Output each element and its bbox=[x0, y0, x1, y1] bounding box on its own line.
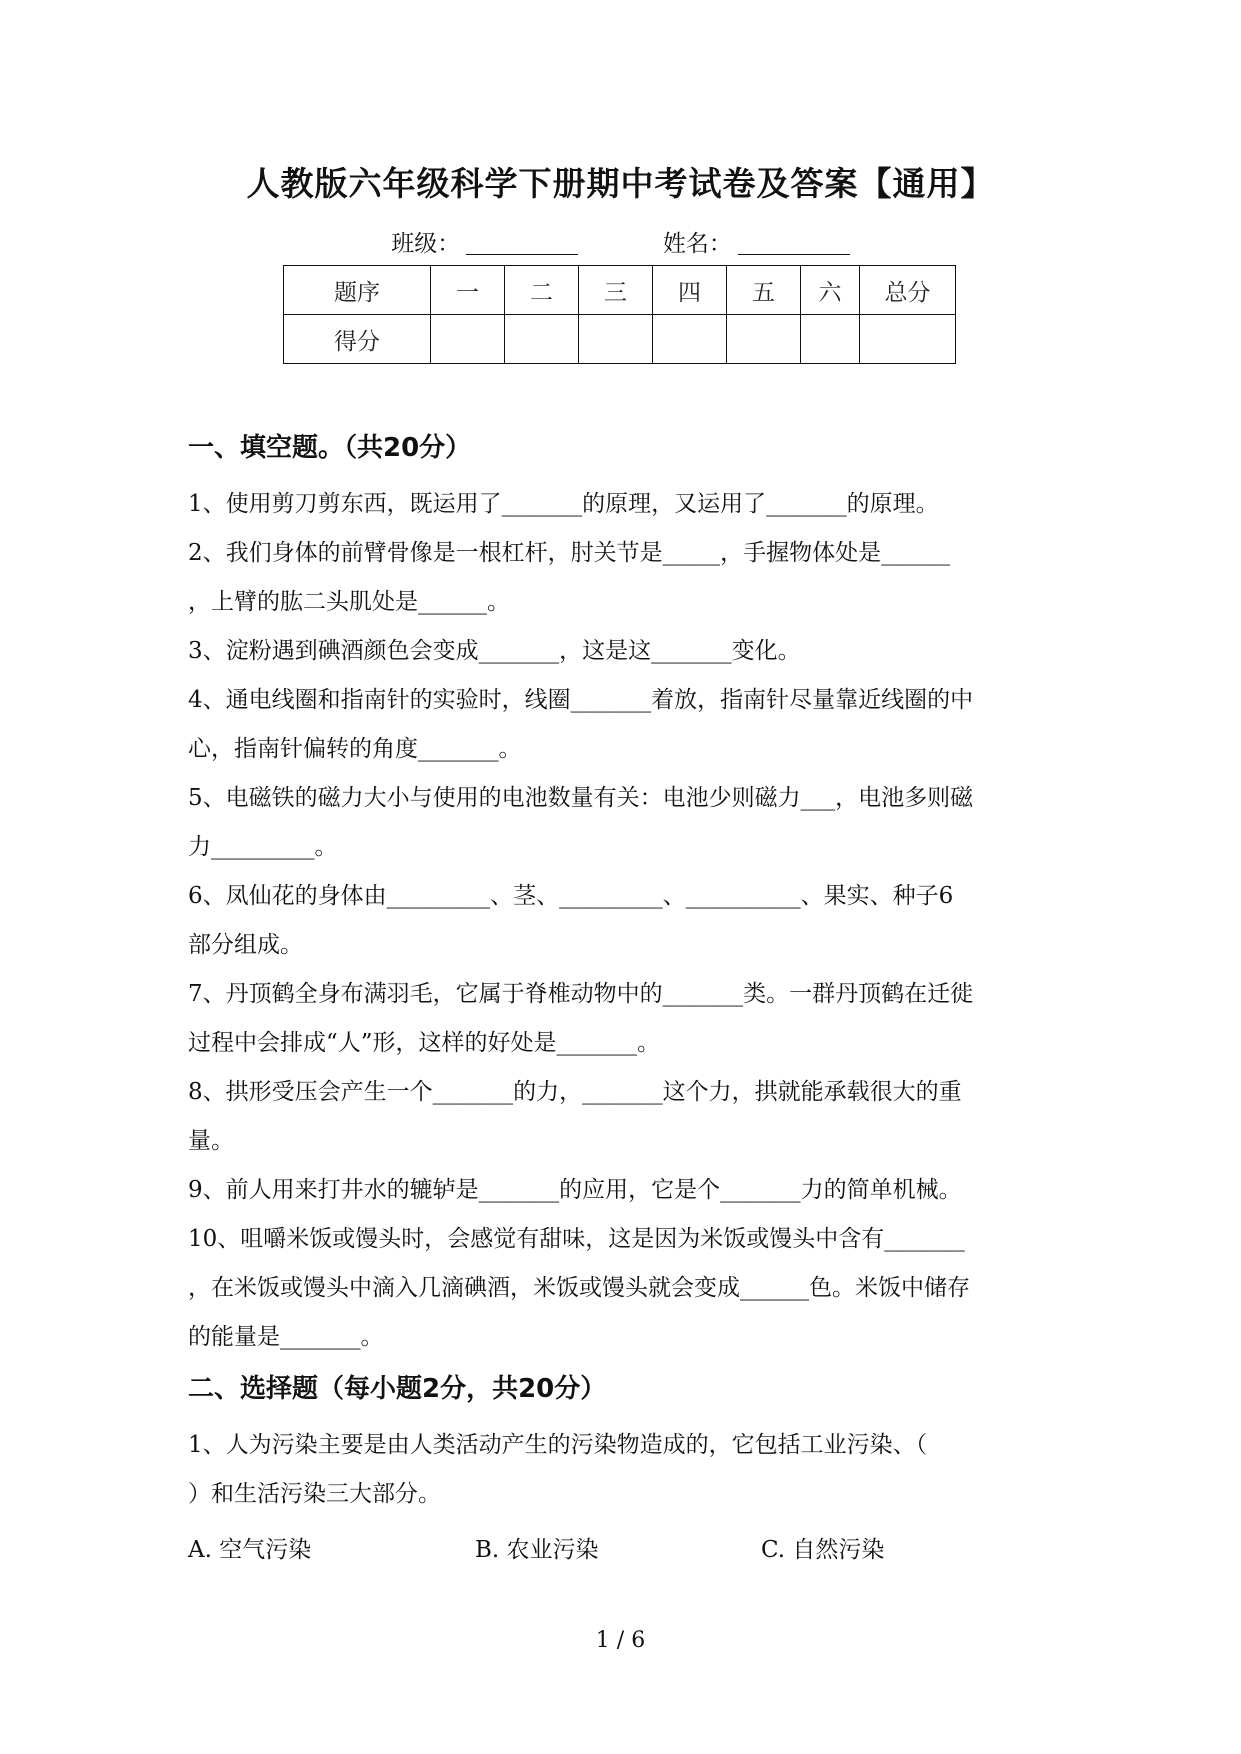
student-info bbox=[0, 225, 1241, 258]
score-cell[interactable] bbox=[431, 315, 505, 364]
table-cell: 一 bbox=[431, 266, 505, 315]
question-line: 心，指南针偏转的角度_______。 bbox=[188, 736, 522, 762]
table-cell: 六 bbox=[801, 266, 860, 315]
question-line: 量。 bbox=[188, 1128, 234, 1154]
question-line: 力_________。 bbox=[188, 834, 338, 860]
score-table bbox=[283, 265, 956, 364]
name-label: 姓名： bbox=[662, 231, 732, 257]
question-line: 部分组成。 bbox=[188, 932, 303, 958]
question-line: 6、凤仙花的身体由_________、茎、_________、__________、果实、种子6 bbox=[188, 883, 954, 909]
score-table-score-row bbox=[284, 315, 956, 364]
option-c[interactable]: C. 自然污染 bbox=[761, 1537, 885, 1563]
table-cell: 五 bbox=[727, 266, 801, 315]
score-cell[interactable] bbox=[727, 315, 801, 364]
question-line: 3、淀粉遇到碘酒颜色会变成_______，这是这_______变化。 bbox=[188, 638, 801, 664]
page-title: 人教版六年级科学下册期中考试卷及答案【通用】 bbox=[246, 164, 995, 203]
score-cell[interactable] bbox=[579, 315, 653, 364]
score-cell[interactable] bbox=[505, 315, 579, 364]
question-line: 5、电磁铁的磁力大小与使用的电池数量有关：电池少则磁力___，电池多则磁 bbox=[188, 785, 974, 811]
section-heading: 二、选择题（每小题2分，共20分） bbox=[188, 1374, 607, 1404]
question-line: 8、拱形受压会产生一个_______的力，_______这个力，拱就能承载很大的重 bbox=[188, 1079, 962, 1105]
table-cell: 总分 bbox=[860, 266, 956, 315]
class-blank bbox=[466, 232, 578, 255]
question-line: ，在米饭或馒头中滴入几滴碘酒，米饭或馒头就会变成______色。米饭中储存 bbox=[188, 1275, 970, 1301]
question-line: 1、使用剪刀剪东西，既运用了_______的原理，又运用了_______的原理。 bbox=[188, 491, 939, 517]
score-cell[interactable] bbox=[653, 315, 727, 364]
option-b[interactable]: B. 农业污染 bbox=[475, 1537, 599, 1563]
question-line: 10、咀嚼米饭或馒头时，会感觉有甜味，这是因为米饭或馒头中含有_______ bbox=[188, 1226, 965, 1252]
page-number: 1 / 6 bbox=[595, 1628, 646, 1653]
option-a[interactable]: A. 空气污染 bbox=[188, 1537, 312, 1563]
score-cell[interactable] bbox=[860, 315, 956, 364]
question-line: 的能量是_______。 bbox=[188, 1324, 384, 1350]
table-cell: 四 bbox=[653, 266, 727, 315]
question-line: 7、丹顶鹤全身布满羽毛，它属于脊椎动物中的_______类。一群丹顶鹤在迁徙 bbox=[188, 981, 974, 1007]
question-line: ，上臂的肱二头肌处是______。 bbox=[188, 589, 510, 615]
question-line: 1、人为污染主要是由人类活动产生的污染物造成的，它包括工业污染、（ bbox=[188, 1432, 928, 1458]
question-line: ）和生活污染三大部分。 bbox=[188, 1481, 441, 1507]
table-cell: 三 bbox=[579, 266, 653, 315]
question-line: 过程中会排成“人”形，这样的好处是_______。 bbox=[188, 1030, 661, 1056]
question-line: 9、前人用来打井水的辘轳是_______的应用，它是个_______力的简单机械。 bbox=[188, 1177, 962, 1203]
class-label: 班级： bbox=[391, 231, 461, 257]
question-line: 2、我们身体的前臂骨像是一根杠杆，肘关节是_____，手握物体处是______ bbox=[188, 540, 951, 566]
table-cell: 得分 bbox=[284, 315, 431, 364]
table-cell: 题序 bbox=[284, 266, 431, 315]
score-cell[interactable] bbox=[801, 315, 860, 364]
question-line: 4、通电线圈和指南针的实验时，线圈_______着放，指南针尽量靠近线圈的中 bbox=[188, 687, 974, 713]
score-table-header-row bbox=[284, 266, 956, 315]
name-blank bbox=[738, 232, 850, 255]
table-cell: 二 bbox=[505, 266, 579, 315]
section-heading: 一、填空题。（共20分） bbox=[188, 433, 472, 463]
